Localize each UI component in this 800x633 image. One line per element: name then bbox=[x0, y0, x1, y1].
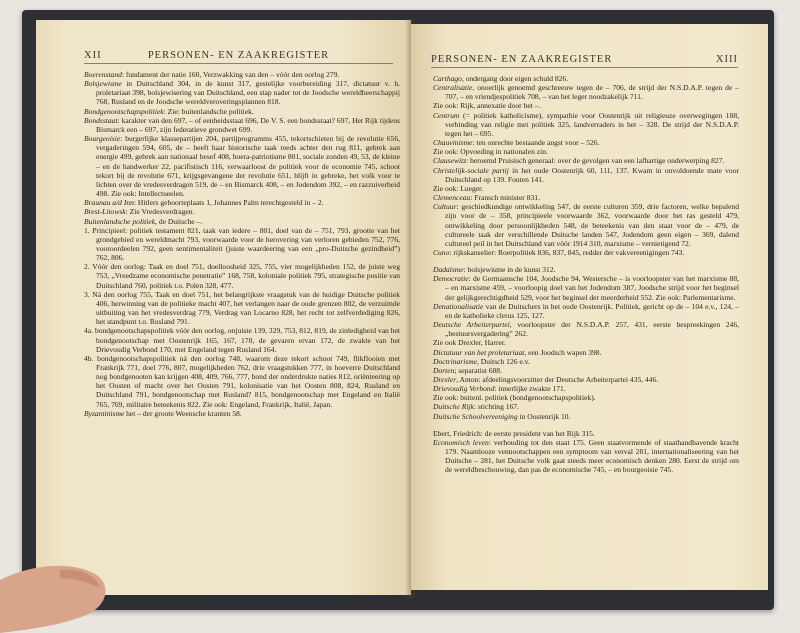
index-entry-text: , Anton: afdeelingsvoorzitter der Deutsche Arbeiterpartei 435, 446. bbox=[456, 375, 659, 384]
index-entry bbox=[433, 402, 739, 411]
index-entry-text: Zie ook: Lueger. bbox=[433, 183, 484, 193]
index-entry bbox=[433, 375, 739, 384]
index-entry bbox=[433, 83, 739, 101]
index-entry-heading: Bourgeoisie bbox=[84, 134, 121, 144]
index-entry bbox=[433, 74, 739, 83]
index-entry-heading: Duitsche Rijk bbox=[433, 402, 474, 412]
index-entry-text: : Hitlers geboorteplaats 1, Johannes Palm terechtgesteld in – 2. bbox=[133, 198, 324, 208]
index-entry bbox=[433, 302, 739, 320]
index-entry-text: 2. Vóór den oorlog: Taak en doel 751, doelloosheid 325, 755, vier mogelijkheden 152, de juiste weg 753, „Vreedzame economische penetratie” 168, 758, koloniale politiek 795, strategische positie van Duitschland 760, politiek t.o. Polen 328, 477. bbox=[84, 262, 400, 290]
index-entry-text: : innerlijke zwakte 171. bbox=[494, 384, 566, 394]
index-entry-text: : ten onrechte bestaande angst voor – 526. bbox=[472, 138, 600, 148]
index-entry-text: , voorloopster der N.S.D.A.P. 257, 431, eerste bespreekingen 246, „bestuursvergadering” 262. bbox=[445, 320, 739, 339]
index-entry bbox=[433, 111, 739, 138]
index-entry bbox=[84, 409, 400, 418]
index-entry bbox=[84, 107, 400, 116]
index-entry bbox=[433, 429, 739, 438]
index-entry bbox=[433, 265, 739, 274]
index-entry bbox=[84, 116, 400, 134]
index-entry bbox=[433, 438, 739, 475]
index-entry-heading: Duitsche Schoolvereeniging bbox=[433, 411, 518, 421]
index-entry-heading: Cuno bbox=[433, 247, 450, 257]
index-entry-heading: Centralisatie bbox=[433, 83, 473, 93]
index-entry bbox=[84, 217, 400, 226]
index-entry bbox=[433, 101, 739, 110]
left-page-header bbox=[84, 50, 393, 64]
index-entry bbox=[84, 70, 400, 79]
index-entry bbox=[433, 357, 739, 366]
left-page-number: XII bbox=[84, 50, 102, 61]
left-page bbox=[36, 20, 411, 595]
index-entry-text: (= politiek katholicisme), sympathie voor Oostenrijk uit religieuze overwegingen 188, verbinding van religie met politiek 325, landverraders in het – 328. De strijd der N.S.D.A.P. tegen het – 695. bbox=[445, 110, 739, 138]
index-entry bbox=[433, 193, 739, 202]
index-entry-heading: Clemenceau bbox=[433, 193, 471, 203]
index-entry-text: 4b. bondgenootschapspolitiek ná den oorlog 748, waarom deze tekort schoot 749, flikflooien met Frankrijk 771, doel 776, 807, mogelijkheden 762, drie vraagstukken 777, in hoeverre Duitschland nog bondgenooten kan krijgen 408, 409, 766, 777, bond der onderdrukte naties 812, oriënteering op het Oosten of macht over het Oosten 791, kolonisatie van het Oosten 808, 824, Rusland en Duitschland 791, bondgenootschap met Rusland? 815, bondgenootschap met Engeland en Italië 765, 769, militaire beteekenis 822. Zie ook: Engeland, Frankrijk, Italië, Japan. bbox=[84, 353, 400, 409]
index-entry-text: : fundament der natie 160, Verzwakking van den – vóór den oorlog 279. bbox=[121, 70, 340, 79]
index-entry-text: 1. Principieel: politiek testament 821, taak van iedere – 801, doel van de – 751, 793, grootte van het grondgebied en wereldmacht 793, voorwaarde voor de herovering van verloren gebieden 752, 776, vooroordeelen 792, geen sentimentaliteit (juiste waardeering van een „pro-Duitsche gezindheid”) 762, 806. bbox=[84, 225, 400, 263]
index-entry-text: : verhouding tot den staat 175. Geen staatvormende of staathandhavende kracht 179. Naamlooze vennootschappen een symptoom van verval 281, internationaliseering van het Duitsche – 281, het Duitsche volk gaat steeds meer economisch denken 280. Eerst de strijd om de wereldbeschouwing, dan pas de economische 745, – en bourgeoisie 745. bbox=[445, 437, 739, 475]
index-entry-text: Zie ook: Opvoeding in nationalen zin. bbox=[433, 147, 548, 157]
right-page-running-title: PERSONEN- EN ZAAKREGISTER bbox=[431, 54, 613, 65]
index-entry-heading: Chauvinisme bbox=[433, 138, 473, 148]
index-entry-heading: Centrum bbox=[433, 110, 460, 120]
index-entry-heading: Carthago bbox=[433, 74, 462, 83]
index-entry-text: Zie ook: buitenl. politiek (bondgenootschapspolitiek). bbox=[433, 393, 596, 403]
index-entry-text: van de Duitschers in het oude Oostenrijk. Politiek, gericht op de – 104 e.v., 124, – en de katholieke clerus 125, 127. bbox=[445, 301, 739, 320]
index-entry bbox=[84, 207, 400, 216]
index-entry-heading: Bolsjewisme bbox=[84, 79, 122, 89]
index-entry-heading: Byzantinisme bbox=[84, 408, 125, 418]
index-entry bbox=[433, 366, 739, 375]
index-entry-heading: Buitenlandsche politiek bbox=[84, 216, 156, 226]
index-entry-text: : karakter van den 697, – of eenheidsstaat 696, De V. S. een bondsstaat? 697, Het Rijk tijdens Bismarck een – 697, zijn federatieve grondwet 699. bbox=[96, 115, 400, 134]
index-entry-heading: Dictatuur van het proletariaat bbox=[433, 347, 525, 357]
index-entry-text: : de Germaansche 104, Joodsche 94, Westersche – is voorloopster van het marxisme 88, – en marxisme 459, – voorloopig doel van het Jodendom 387, Joodsche strijd voor het beginsel der gelijkgerechtigdheid 529, voor het beginsel der meerderheid 552. Zie ook: Parlementarisme. bbox=[445, 274, 739, 302]
index-entry-heading: Dorten bbox=[433, 365, 455, 375]
index-entry-text: , een Joodsch wapen 398. bbox=[524, 347, 602, 357]
right-page-index-entries bbox=[433, 74, 739, 475]
index-entry-text: in Oostenrijk 10. bbox=[517, 411, 571, 421]
index-entry-text: , ondergang door eigen schuld 826. bbox=[461, 74, 569, 83]
index-entry-heading: Braunau a/d Inn bbox=[84, 198, 134, 208]
index-entry-text: in het oude Oostenrijk 60, 111, 137. Kwam in onvoldoende mate voor Duitschland op 139. Fouten 141. bbox=[445, 165, 739, 184]
index-entry bbox=[433, 412, 739, 421]
index-entry bbox=[433, 393, 739, 402]
index-entry-text: , de Duitsche –. bbox=[155, 216, 203, 226]
index-entry-heading: Christelijk-sociale partij bbox=[433, 165, 509, 175]
index-entry-heading: Cultuur bbox=[433, 202, 457, 212]
index-entry-text: : bolsjewisme in de kunst 312. bbox=[463, 265, 556, 275]
index-entry-text: Zie ook Drexler, Harrer. bbox=[433, 338, 506, 348]
index-entry bbox=[433, 147, 739, 156]
index-entry-heading: Clausewitz bbox=[433, 156, 467, 166]
right-page-number: XIII bbox=[715, 54, 738, 65]
index-entry-heading: Economisch leven bbox=[433, 437, 489, 447]
index-entry-heading: Drievoudig Verbond bbox=[433, 384, 495, 394]
index-entry-text: : rijkskanselier: Roerpolitiek 836, 837, 845, redder der vakvereenigingen 743. bbox=[449, 247, 685, 257]
index-entry bbox=[84, 354, 400, 409]
index-entry-heading: Boerenstand bbox=[84, 70, 122, 79]
index-entry bbox=[433, 156, 739, 165]
index-entry-heading: Doctrinarisme bbox=[433, 356, 478, 366]
index-entry-text: : Zie Vredesverdragen. bbox=[125, 207, 195, 217]
index-entry-text: : geschiedkundige ontwikkeling 547, de eerste culturen 359, drie factoren, welke bepalend zijn voor de – 358, principieele voorwaarde 362, voorwaarde door het ras gesteld 479, ontwikkeling door persoonlijkheden 548, de beteekenis van den staat voor de – 479, de cultureele taak der verschillende Duitsche landen 547, Jodendom geen eigen – 369, dalend cultureel peil in het Duitschland van vóór 1914 310, marxisme – vernietigend 72. bbox=[445, 202, 739, 248]
index-entry bbox=[84, 226, 400, 263]
index-entry bbox=[433, 320, 739, 338]
index-entry bbox=[84, 198, 400, 207]
index-entry-text: , onoerlijk genoemd geschreeuw tegen de – 706, de strijd der N.S.D.A.P. tegen de – 707, – en vriendjespolitiek 708, – van het leger noodzakelijk 711. bbox=[445, 83, 739, 102]
left-page-index-entries bbox=[84, 70, 400, 418]
index-entry-text: : stichting 167. bbox=[473, 402, 519, 412]
index-entry-heading: Deutsche Arbeiterpartei bbox=[433, 320, 510, 330]
index-entry-text: : burgerlijke klassepartijen 204, partijprogramms 455, tekortschieten bij de revolutie 656, vergaderingen 594, 605, de – heeft haar historische taak reeds achter den rug 811, gebrek aan energie 499, gebrek aan nationaal besef 408, hoera-patriotisme 801, sociale zonden 49, 53, de kleine – en de handwerker 22, pacifistisch 116, verwaarloost de politiek voor de economie 745, schoot tekort bij de revolutie 671, krijgsgevangene der revolutie 651, blijft in gebreke, het volk voor te lichten over de vredesverdragen 519, de – en Bismarck 408, – en Jodendom 392, – en razzuiverheid 498. Zie ook: Intellectueelen. bbox=[96, 134, 400, 199]
index-entry-text: ; separatist 688. bbox=[454, 365, 502, 375]
right-page bbox=[411, 24, 768, 590]
index-entry-heading: Brest-Litowsk bbox=[84, 207, 126, 217]
index-entry-text: 3. Ná den oorlog 755, Taak en doel 751, het belangrijkste vraagstuk van de huidige Duitsche politiek 406, herwinning van de politieke macht 407, het verlangen naar de oude grenzen 802, de verzuimde uitbuiting van het vredesverdrag 779, Verdrag van Locarno 828, het recht tot zelfverdediging 826, het standpunt t.o. Rusland 791. bbox=[84, 289, 400, 327]
letter-group-spacer bbox=[433, 421, 739, 429]
thumb-holding-book bbox=[0, 560, 120, 633]
index-entry-text: : beroemd Pruisisch generaal: over de gevolgen van een lafhartige onderwerping 827. bbox=[466, 156, 725, 166]
index-entry bbox=[84, 262, 400, 289]
index-entry bbox=[433, 384, 739, 393]
index-entry bbox=[84, 326, 400, 353]
index-entry-text: : Fransch minister 831. bbox=[470, 193, 540, 203]
index-entry bbox=[433, 202, 739, 248]
index-entry-heading: Denationalisatie bbox=[433, 301, 484, 311]
index-entry bbox=[433, 348, 739, 357]
index-entry-heading: Democratie bbox=[433, 274, 469, 284]
index-entry-heading: Dadaïsme bbox=[433, 265, 464, 275]
index-entry-text: : Zie: buitenlandsche politiek. bbox=[163, 106, 254, 116]
index-entry-text: Zie ook: Rijk, annexatie door het –. bbox=[433, 101, 541, 111]
index-entry-text: Ebert, Friedrich: de eerste president van het Rijk 315. bbox=[433, 428, 595, 438]
index-entry-heading: Bondgenootschapspolitiek bbox=[84, 106, 164, 116]
index-entry bbox=[84, 134, 400, 198]
index-entry bbox=[433, 274, 739, 301]
index-entry bbox=[433, 248, 739, 257]
index-entry bbox=[433, 184, 739, 193]
index-entry-heading: Bondsstaat bbox=[84, 115, 118, 125]
index-entry-text: in Duitschland 304, in de kunst 317, gestelijke voorbereiding 317, dictatuur v. h. proletariaat 398, bolsjewisering van Duitschland, een stap nader tot de Joodsche wereldheerschappij 768, Rusland en de Joodsche wereldveroveringsplannen 818. bbox=[96, 79, 400, 107]
index-entry bbox=[84, 290, 400, 327]
index-entry-text: het – der groote Weensche kranten 58. bbox=[124, 408, 242, 418]
letter-group-spacer bbox=[433, 257, 739, 265]
index-entry bbox=[433, 338, 739, 347]
index-entry bbox=[84, 79, 400, 106]
left-page-running-title: PERSONEN- EN ZAAKREGISTER bbox=[147, 50, 330, 61]
index-entry bbox=[433, 166, 739, 184]
index-entry bbox=[433, 138, 739, 147]
right-page-header bbox=[431, 54, 738, 68]
index-entry-heading: Drexler bbox=[433, 375, 457, 384]
index-entry-text: , Duitsch 126 e.v. bbox=[477, 356, 530, 366]
index-entry-text: 4a. bondgenootschapspolitiek vóór den oorlog, onjuiste 139, 329, 753, 812, 819, de zinledigheid van het bondgenootschap met Oostenrijk 165, 167, 170, de gevaren ervan 172, de zwakte van het Drievoudig Verbond 170, met Engeland tegen Rusland 164. bbox=[84, 326, 400, 354]
